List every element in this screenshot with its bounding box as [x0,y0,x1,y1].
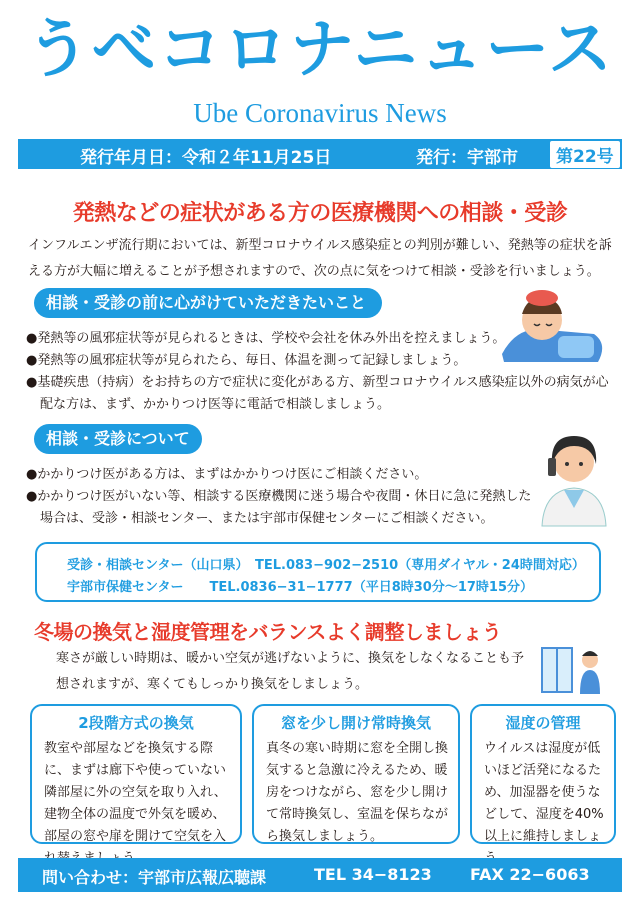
consultation-contacts [35,542,601,602]
list-item: ●基礎疾患（持病）をお持ちの方で症状に変化がある方、新型コロナウイルス感染症以外の病気が心配な方は、まず、かかりつけ医等に電話で相談しましょう。 [26,375,609,412]
list-item: ●かかりつけ医がある方は、まずはかかりつけ医にご相談ください。 [26,467,428,482]
doctor-on-phone-illustration [534,418,614,528]
card-text: 真冬の寒い時期に窓を全開し換気すると急激に冷えるため、暖房をつけながら、窓を少し開けて常時換気し、室温を保ちながら換気しましょう。 [266,741,449,844]
card-text: 教室や部屋などを換気する際に、まずは廊下や使っていない隣部屋に外の空気を取り入れ、建物全体の温度で外気を暖め、部屋の窓や扉を開けて空気を入 [44,741,227,844]
card-title: 窓を少し開け常時換気 [280,714,431,732]
list-item: ●かかりつけ医がいない等、相談する医療機関に迷う場合や夜間・休日に急に発熱した場合は、受診・相談センター、または宇部市保健センターにご相談ください。 [26,489,532,526]
section1-heading: 発熱などの症状がある方の医療機関への相談・受診 [72,201,568,226]
publisher: 発行：宇部市 [416,148,518,168]
card-title: 湿度の管理 [505,714,581,732]
window-ventilation-illustration [540,644,610,698]
issue-date: 発行年月日：令和２年11月25日 [80,148,332,168]
issue-info-bar [18,139,622,169]
section1-intro: インフルエンザ流行期においては、新型コロナウイルス感染症との判別が難しい、発熱等の症状を訴える方が大幅に増えることが予想されますので、次の点に気をつけて相談・受診を行いましょう。 [28,238,612,279]
sub2-list [26,464,536,530]
newsletter-subtitle: Ube Coronavirus News [193,98,447,128]
ventilation-card-two-stage [30,704,242,844]
newsletter-title: うべコロナニュース [25,13,615,87]
list-item: ●発熱等の風邪症状等が見られるときは、学校や会社を休み外出を控えましょう。 [26,331,506,346]
list-item: ●発熱等の風邪症状等が見られたら、毎日、体温を測って記録しましょう。 [26,353,467,368]
section2-heading: 冬場の換気と湿度管理をバランスよく調整しましょう [34,620,502,644]
issue-number-badge: 第22号 [550,141,620,168]
ventilation-card-window [252,704,460,844]
footer-fax: FAX 22−6063 [470,865,590,884]
health-center-line: 宇部市保健センター TEL.0836−31−1777（平日8時30分〜17時15分） [67,580,534,595]
footer-tel: TEL 34−8123 [314,865,432,884]
footer-contact-bar [18,858,622,892]
card-title: 2段階方式の換気 [78,714,194,732]
sub1-list [26,328,616,416]
sub1-label: 相談・受診の前に心がけていただきたいこと [34,288,382,318]
footer-contact: 問い合わせ：宇部市広報広聴課 [42,868,267,887]
sub2-label: 相談・受診について [34,424,202,454]
section2-intro: 寒さが厳しい時期は、暖かい空気が逃げないように、換気をしなくなることも予想されますが、寒くてもしっかり換気をしましょう。 [56,651,525,692]
consultation-center-line: 受診・相談センター（山口県） TEL.083−902−2510（専用ダイヤル・24時間対応） [67,558,585,573]
ventilation-card-humidity [470,704,616,844]
card-text: ウイルスは湿度が低いほど活発になるため、加湿器を使うなどして、湿度を40%以上に維持しましょ [484,741,604,844]
